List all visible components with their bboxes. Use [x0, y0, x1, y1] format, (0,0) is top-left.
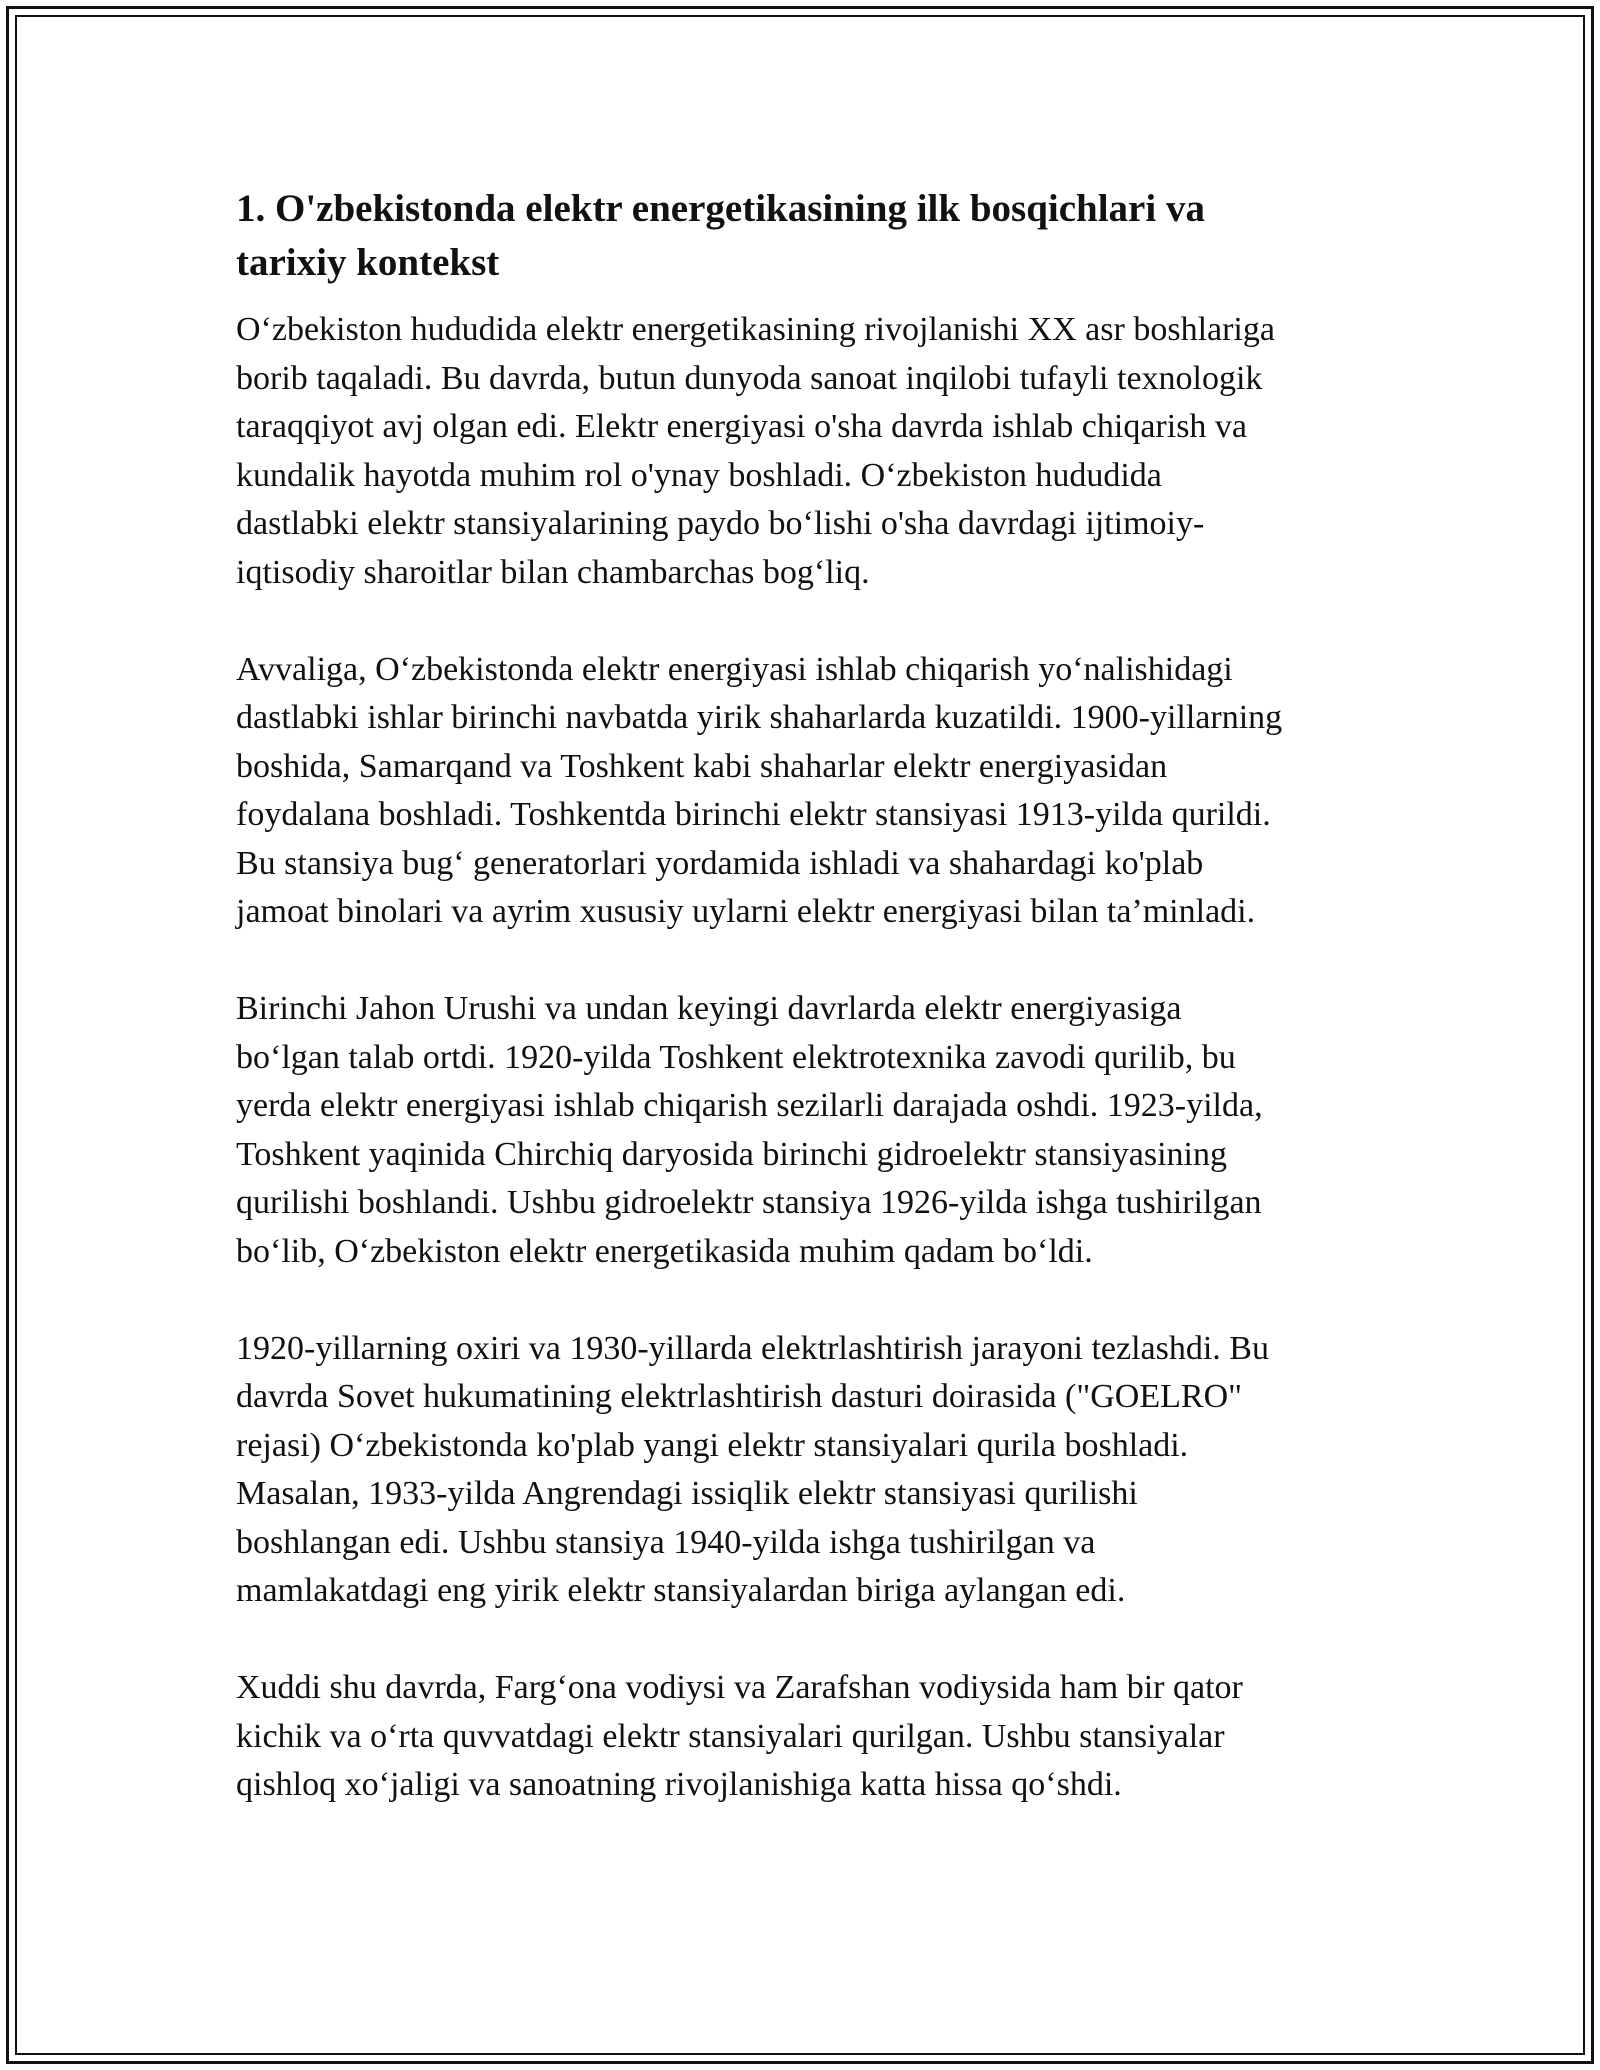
- text-line: Toshkent yaqinida Chirchiq daryosida birinchi gidroelektr stansiyasining: [236, 1135, 1227, 1173]
- text-line: davrda Sovet hukumatining elektrlashtirish dasturi doirasida ("GOELRO": [236, 1378, 1243, 1415]
- text-line: Birinchi Jahon Urushi va undan keyingi davrlarda elektr energiyasiga: [236, 990, 1182, 1027]
- text-line: mamlakatdagi eng yirik elektr stansiyalardan biriga aylangan edi.: [236, 1572, 1126, 1609]
- text-line: jamoat binolari va ayrim xususiy uylarni elektr energiyasi bilan ta’minladi.: [236, 893, 1256, 930]
- text-line: qurilishi boshlandi. Ushbu gidroelektr stansiya 1926-yilda ishga tushirilgan: [236, 1184, 1262, 1221]
- text-line: Bu stansiya bug‘ generatorlari yordamida ishladi va shahardagi ko'plab: [236, 844, 1204, 882]
- text-line: foydalana boshladi. Toshkentda birinchi elektr stansiyasi 1913-yilda qurildi.: [236, 796, 1271, 833]
- text-line: boshlangan edi. Ushbu stansiya 1940-yilda ishga tushirilgan va: [236, 1523, 1096, 1561]
- paragraph: [236, 646, 1386, 937]
- text-line: yerda elektr energiyasi ishlab chiqarish sezilarli darajada oshdi. 1923-yilda,: [236, 1087, 1263, 1124]
- text-line: rejasi) O‘zbekistonda ko'plab yangi elektr stansiyalari qurila boshladi.: [236, 1426, 1189, 1464]
- text-line: 1920-yillarning oxiri va 1930-yillarda elektrlashtirish jarayoni tezlashdi. Bu: [236, 1329, 1269, 1367]
- text-line: kundalik hayotda muhim rol o'ynay boshladi. O‘zbekiston hududida: [236, 456, 1162, 494]
- text-line: borib taqaladi. Bu davrda, butun dunyoda sanoat inqilobi tufayli texnologik: [236, 359, 1263, 397]
- text-line: O‘zbekiston hududida elektr energetikasining rivojlanishi XX asr boshlariga: [236, 311, 1275, 348]
- text-line: boshida, Samarqand va Toshkent kabi shaharlar elektr energiyasidan: [236, 747, 1168, 785]
- paragraph: [236, 1325, 1386, 1616]
- paragraph: [236, 985, 1386, 1276]
- text-line: bo‘lgan talab ortdi. 1920-yilda Toshkent elektrotexnika zavodi qurilib, bu: [236, 1038, 1236, 1076]
- paragraph: [236, 1664, 1386, 1810]
- document-body: [236, 182, 1386, 1858]
- text-line: dastlabki elektr stansiyalarining paydo bo‘lishi o'sha davrdagi ijtimoiy-: [236, 505, 1205, 542]
- text-line: qishloq xo‘jaligi va sanoatning rivojlanishiga katta hissa qo‘shdi.: [236, 1766, 1122, 1803]
- text-line: bo‘lib, O‘zbekiston elektr energetikasida muhim qadam bo‘ldi.: [236, 1232, 1093, 1270]
- heading-line: tarixiy kontekst: [236, 241, 500, 284]
- heading-line: 1. O'zbekistonda elektr energetikasining ilk bosqichlari va: [236, 187, 1205, 230]
- text-line: taraqqiyot avj olgan edi. Elektr energiyasi o'sha davrda ishlab chiqarish va: [236, 408, 1248, 445]
- section-heading: [236, 182, 1386, 290]
- text-line: dastlabki ishlar birinchi navbatda yirik shaharlarda kuzatildi. 1900-yillarning: [236, 699, 1283, 736]
- text-line: Avvaliga, O‘zbekistonda elektr energiyasi ishlab chiqarish yo‘nalishidagi: [236, 650, 1233, 688]
- text-line: iqtisodiy sharoitlar bilan chambarchas bog‘liq.: [236, 553, 870, 591]
- text-line: Xuddi shu davrda, Farg‘ona vodiysi va Zarafshan vodiysida ham bir qator: [236, 1669, 1243, 1706]
- paragraph: [236, 306, 1386, 597]
- text-line: Masalan, 1933-yilda Angrendagi issiqlik elektr stansiyasi qurilishi: [236, 1475, 1138, 1512]
- text-line: kichik va o‘rta quvvatdagi elektr stansiyalari qurilgan. Ushbu stansiyalar: [236, 1717, 1225, 1755]
